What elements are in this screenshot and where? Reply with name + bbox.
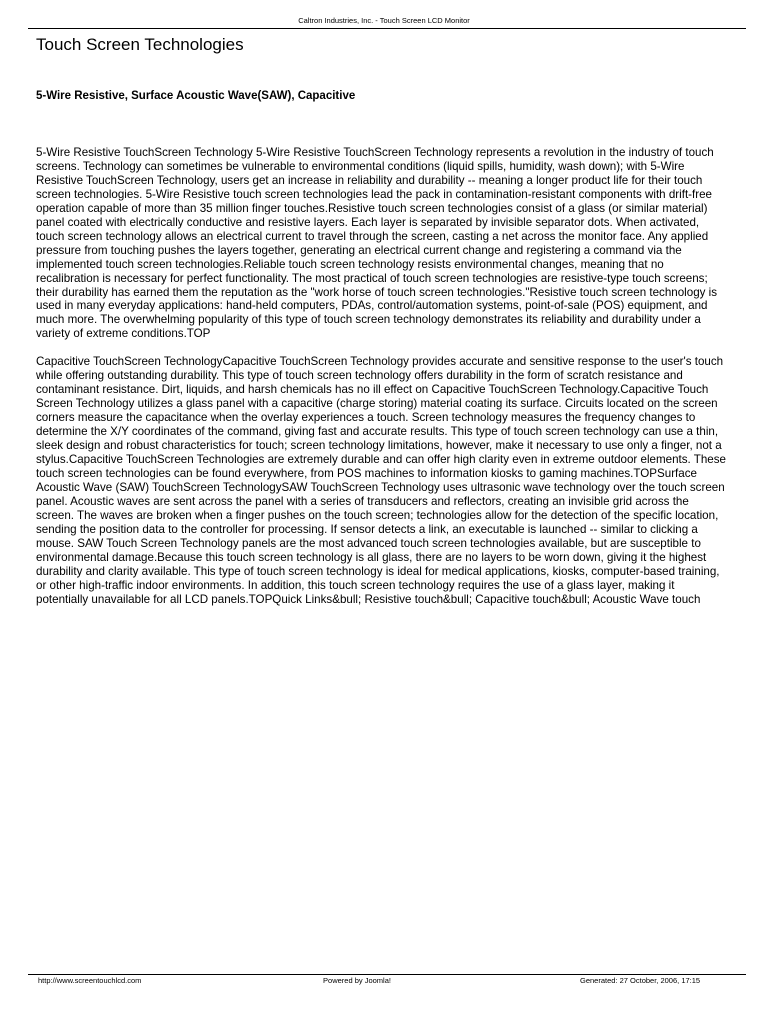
running-header: Caltron Industries, Inc. - Touch Screen LCD Monitor	[298, 16, 470, 25]
page-title: Touch Screen Technologies	[36, 35, 244, 54]
footer-generated-date: Generated: 27 October, 2006, 17:15	[580, 976, 701, 985]
article-body	[36, 146, 726, 621]
paragraph-capacitive-saw: Capacitive TouchScreen TechnologyCapacitive TouchScreen Technology provides accurate and sensitive response to the user's touch while offering outstanding durability. This type of touch screen technology offers durability in the form of scratch resistance and contaminant resistance. Dirt, liquids, and harsh chemicals has no ill effect on Capacitive TouchScreen Technology.Capacitive Touch Screen Technology utilizes a glass panel with a capacitive (charge storing) material coating its surface. Circuits located on the screen corners measure the capacitance when the overlay experiences a touch. Screen technology measures the frequency changes to determine the X/Y coordinates of the command, giving fast and accurate results. This type of touch screen technology can use a thin, sleek design and robust characteristics for touch; screen technology limitations, however, make it necessary to use only a finger, not a stylus.Capacitive TouchScreen Technologies are extremely durable and can offer high clarity even in extreme outdoor elements. These touch screen technologies can be found everywhere, from POS machines to information kiosks to gaming machines.TOPSurface Acoustic Wave (SAW) TouchScreen TechnologySAW TouchScreen Technology uses ultrasonic wave technology over the touch screen panel. Acoustic waves are sent across the panel with a series of transducers and reflectors, creating an invisible grid across the screen. The waves are broken when a finger pushes on the touch screen; technologies allow for the detection of the specific location, sending the position data to the controller for processing. If sensor detects a link, an executable is launched -- similar to clicking a mouse. SAW Touch Screen Technology panels are the most advanced touch screen technologies available, but are susceptible to environmental damage.Because this touch screen technology is all glass, there are no layers to be worn down, giving it the highest durability and clarity available. This type of touch screen technology is ideal for medical applications, kiosks, computer-based training, or other high-traffic indoor environments. In addition, this touch screen technology requires the use of a glass layer, making it potentially unavailable for all LCD panels.TOPQuick Links&bull; Resistive touch&bull; Capacitive touch&bull; Acoustic Wave touch	[36, 355, 727, 606]
paragraph-resistive: 5-Wire Resistive TouchScreen Technology 5-Wire Resistive TouchScreen Technology represents a revolution in the industry of touch screens. Technology can sometimes be vulnerable to environmental conditions (liquid spills, humidity, wash down); with 5-Wire Resistive TouchScreen Technology, users get an increase in reliability and durability -- meaning a longer product life for their touch screen technologies. 5-Wire Resistive touch screen technologies lead the pack in contamination-resistant components with drift-free operation capable of more than 35 million finger touches.Resistive touch screen technologies consist of a glass (or similar material) panel coated with electrically conductive and resistive layers. Each layer is separated by invisible separator dots. When activated, touch screen technology allows an electrical current to travel through the screen, casting a net across the monitor face. Any applied pressure from touching pushes the layers together, generating an electrical current change and registering a command via the implemented touch screen technologies.Reliable touch screen technology resists environmental changes, meaning that no recalibration is necessary for perfect functionality. The most practical of touch screen technologies are resistive-type touch screens; their durability has earned them the reputation as the "work horse of touch screen technologies."Resistive touch screen technology is used in many everyday applications: hand-held computers, PDAs, control/automation systems, point-of-sale (POS) equipment, and much more. The overwhelming popularity of this type of touch screen technology demonstrates its reliability and durability under a variety of extreme conditions.TOP	[36, 146, 718, 341]
header-divider	[28, 28, 746, 29]
footer-url: http://www.screentouchlcd.com	[38, 976, 142, 985]
page-subtitle: 5-Wire Resistive, Surface Acoustic Wave(SAW), Capacitive	[36, 90, 356, 102]
footer-powered-by: Powered by Joomla!	[323, 976, 391, 985]
footer-divider	[28, 974, 746, 975]
